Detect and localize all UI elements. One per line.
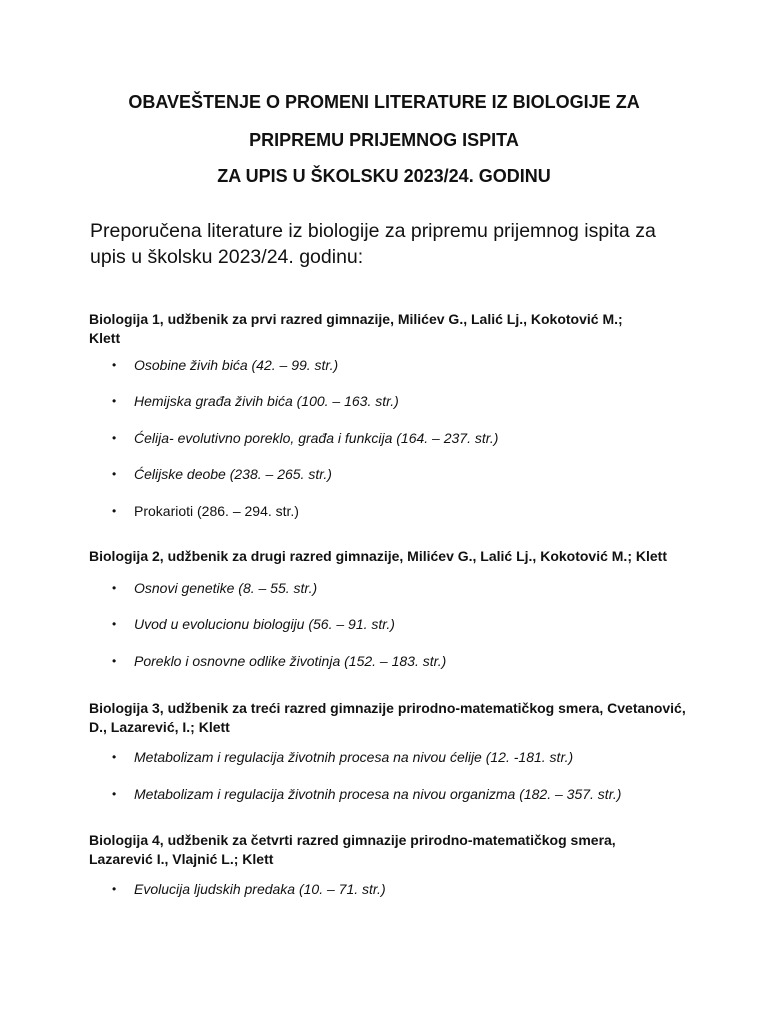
list-item: • Poreklo i osnovne odlike životinja (152. – 183. str.): [112, 653, 447, 669]
book-2-title: [89, 547, 739, 566]
bullet-icon: •: [112, 431, 117, 445]
list-item: • Evolucija ljudskih predaka (10. – 71. str.): [112, 881, 386, 897]
list-item: • Metabolizam i regulacija životnih procesa na nivou ćelije (12. -181. str.): [112, 749, 574, 765]
bullet-icon: •: [112, 654, 117, 668]
book-1-title: [89, 310, 739, 348]
bullet-icon: •: [112, 617, 117, 631]
list-item: • Prokarioti (286. – 294. str.): [112, 503, 299, 519]
book-1-title-line-2: Klett: [89, 330, 121, 346]
book-3-title-line-2: D., Lazarević, I.; Klett: [89, 719, 230, 735]
bullet-icon: •: [112, 394, 117, 408]
bullet-icon: •: [112, 581, 117, 595]
book-4-title-line-1: Biologija 4, udžbenik za četvrti razred gimnazije prirodno-matematičkog smera,: [89, 832, 616, 848]
notice-title-line-3: ZA UPIS U ŠKOLSKU 2023/24. GODINU: [217, 166, 551, 186]
list-item: • Ćelijske deobe (238. – 265. str.): [112, 466, 332, 482]
list-item: • Metabolizam i regulacija životnih procesa na nivou organizma (182. – 357. str.): [112, 786, 622, 802]
notice-title-line-1: OBAVEŠTENJE O PROMENI LITERATURE IZ BIOLOGIJE ZA: [128, 92, 640, 112]
intro-line-1: Preporučena literature iz biologije za pripremu prijemnog ispita za: [90, 220, 656, 242]
list-item: • Osnovi genetike (8. – 55. str.): [112, 580, 318, 596]
list-item: • Hemijska građa živih bića (100. – 163. str.): [112, 393, 399, 409]
list-item: • Ćelija- evolutivno poreklo, građa i funkcija (164. – 237. str.): [112, 430, 499, 446]
list-item: • Uvod u evolucionu biologiju (56. – 91. str.): [112, 616, 395, 632]
book-3-title-line-1: Biologija 3, udžbenik za treći razred gimnazije prirodno-matematičkog smera, Cvetanović,: [89, 700, 686, 716]
bullet-icon: •: [112, 467, 117, 481]
notice-title-line-2: PRIPREMU PRIJEMNOG ISPITA: [249, 130, 519, 150]
list-item: • Osobine živih bića (42. – 99. str.): [112, 357, 339, 373]
bullet-icon: •: [112, 750, 117, 764]
bullet-icon: •: [112, 504, 117, 518]
bullet-icon: •: [112, 882, 117, 896]
book-4-title: [89, 831, 739, 869]
bullet-icon: •: [112, 358, 117, 372]
book-3-title: [89, 699, 739, 737]
bullet-icon: •: [112, 787, 117, 801]
book-4-title-line-2: Lazarević I., Vlajnić L.; Klett: [89, 851, 274, 867]
intro-line-2: upis u školsku 2023/24. godinu:: [90, 246, 364, 268]
book-2-title-line-1: Biologija 2, udžbenik za drugi razred gimnazije, Milićev G., Lalić Lj., Kokotović M.; Klett: [89, 548, 667, 564]
book-1-title-line-1: Biologija 1, udžbenik za prvi razred gimnazije, Milićev G., Lalić Lj., Kokotović M.;: [89, 311, 623, 327]
